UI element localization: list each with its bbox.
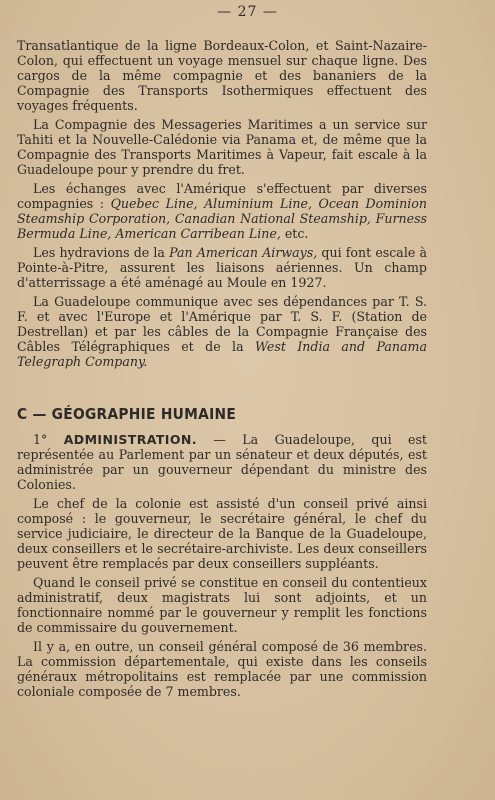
exchanges-intro: Les échanges avec l'Amérique s'effectuent par diverses compagnies : xyxy=(17,181,427,211)
paragraph-administration xyxy=(17,432,427,492)
paragraph-exchanges xyxy=(17,181,427,241)
shipping-lines-list: Quebec Line, Aluminium Line, Ocean Dominion Steamship Corporation, Canadian National Steamship, Furness Bermuda Line, American Carribean Line, xyxy=(17,196,427,241)
paragraph-communication xyxy=(17,294,427,369)
paragraph-airways xyxy=(17,245,427,290)
section-heading: C — GÉOGRAPHIE HUMAINE xyxy=(17,405,237,423)
airways-before: Les hydravions de la xyxy=(33,245,165,260)
exchanges-end: etc. xyxy=(284,226,309,241)
communication-text: La Guadeloupe communique avec ses dépendances par T. S. F. et avec l'Europe et l'Amérique par T. S. F. (Station de Destrellan) et par les câbles de la Compagnie Française des Câbles Télégraphiques et de la xyxy=(17,294,427,354)
paragraph-conseil-general: Il y a, en outre, un conseil général composé de 36 membres. La commission départementale, qui existe dans les conseils généraux métropolitains est remplacée par une commission coloniale composée de 7 membres. xyxy=(17,639,427,699)
paragraph-transatlantique: Transatlantique de la ligne Bordeaux-Colon, et Saint-Nazaire-Colon, qui effectuent un voyage mensuel sur chaque ligne. Des cargos de la même compagnie et des bananiers de la Compagnie des Transports Isothermiques effectuent des voyages fréquents. xyxy=(17,38,427,113)
airline-name: Pan American Airways, xyxy=(169,245,318,260)
paragraph-conseil-prive: Le chef de la colonie est assisté d'un conseil privé ainsi composé : le gouverneur, le secrétaire général, le chef du service judiciaire, le directeur de la Banque de la Guadeloupe, deux conseillers et le secrétaire-archiviste. Les deux conseillers peuvent être remplacés par deux conseillers suppléants. xyxy=(17,496,427,571)
administration-title: ADMINISTRATION. xyxy=(63,432,197,447)
administration-number: 1° xyxy=(33,432,48,447)
page-body xyxy=(17,38,427,703)
administration-text: — La Guadeloupe, qui est représentée au Parlement par un sénateur et deux députés, est administrée par un gouverneur dépendant du ministre des Colonies. xyxy=(17,432,427,492)
telegraph-company-name: West India and Panama Telegraph Company. xyxy=(17,339,427,369)
paragraph-contentieux: Quand le conseil privé se constitue en conseil du contentieux administratif, deux magistrats lui sont adjoints, et un fonctionnaire nommé par le gouverneur y remplit les fonctions de commissaire du gouvernement. xyxy=(17,575,427,635)
paragraph-messageries: La Compagnie des Messageries Maritimes a un service sur Tahiti et la Nouvelle-Calédonie via Panama et, de même que la Compagnie des Transports Maritimes à Vapeur, fait escale à la Guadeloupe pour y prendre du fret. xyxy=(17,117,427,177)
page-number: — 27 — xyxy=(217,4,278,20)
airways-after: qui font escale à Pointe-à-Pitre, assurent les liaisons aériennes. Un champ d'atterrissage a été aménagé au Moule en 1927. xyxy=(17,245,427,290)
